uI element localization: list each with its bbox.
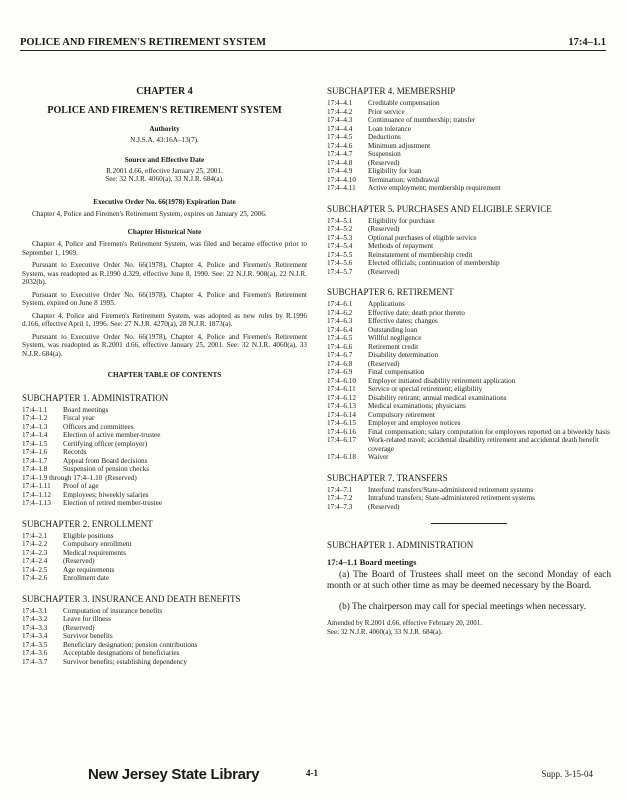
toc-entry-number: 17:4–3.2 (22, 615, 48, 623)
toc-entry-title: Deductions (368, 133, 401, 141)
toc-entry-title: Compulsory retirement (368, 410, 435, 419)
toc-entry-number: 17:4–2.2 (22, 540, 48, 548)
toc-entry-number: 17:4–1.2 (22, 414, 48, 422)
toc-heading: CHAPTER TABLE OF CONTENTS (107, 371, 222, 379)
toc-entry-number: 17:4–1.6 (22, 448, 48, 456)
toc-entry-title: Election of retired member-trustee (63, 499, 163, 507)
toc-entry-title: Applications (368, 300, 405, 308)
toc-entry (327, 176, 611, 185)
toc-entry (327, 486, 611, 495)
toc-entry-title: Termination; withdrawal (368, 175, 440, 184)
toc-entry-title: Employees; biweekly salaries (63, 490, 149, 499)
history-paragraph: Pursuant to Executive Order No. 66(1978), Chapter 4, Police and Firemen's Retirement System, was readopted as R.1990 d.329, effective June 8, 1990. See: 22 N.J.R. 908(a), 22 N.J.R. 2032(b). (22, 261, 307, 286)
toc-entry-title: Eligibility for loan (368, 167, 422, 175)
toc-entry (327, 377, 611, 386)
toc-entry-title: Work-related travel; accidental disability retirement and accidental death benefit coverage (368, 436, 599, 453)
eo-heading: Executive Order No. 66(1978) Expiration Date (93, 197, 236, 206)
left-column (22, 86, 307, 666)
toc-entry-title: Willful negligence (368, 334, 422, 342)
toc-entry-title: Creditable compensation (368, 99, 440, 107)
toc-entry-title: Suspension (368, 150, 401, 158)
toc-entry-number: 17:4–1.3 (22, 422, 48, 431)
supplement-date: Supp. 3-15-04 (541, 769, 593, 779)
toc-entry (327, 142, 611, 151)
toc-entry-number: 17:4–2.6 (22, 574, 48, 582)
amendment-note-2: See: 32 N.J.R. 4060(a), 33 N.J.R. 684(a). (327, 627, 443, 636)
toc-entry-title: Leave for illness (63, 615, 111, 623)
toc-entry-number: 17:4–6.4 (327, 325, 353, 334)
toc-entry-number: 17:4–2.4 (22, 557, 48, 565)
toc-entry (327, 108, 611, 117)
toc-entry-number: 17:4–6.13 (327, 402, 356, 410)
toc-entry (327, 360, 611, 369)
toc-entry (327, 225, 611, 234)
toc-entry-title: (Reserved) (105, 473, 137, 482)
page-number: 4-1 (306, 768, 318, 778)
toc-entry-number: 17:4–1.11 (22, 482, 51, 490)
toc-entry-number: 17:4–4.9 (327, 167, 353, 175)
toc-entry-number: 17:4–1.7 (22, 456, 48, 465)
toc-entry-title: Elected officials; continuation of membership (368, 259, 500, 267)
toc-entry (22, 491, 307, 500)
toc-entry-title: Eligible positions (63, 531, 114, 540)
toc-entry-title: Certifying officer (employer) (63, 439, 148, 448)
toc-entry-number: 17:4–6.11 (327, 385, 356, 393)
toc-entry (327, 234, 611, 243)
toc-entry (22, 649, 307, 658)
toc-list-subchapter-5 (327, 217, 611, 277)
toc-list-subchapter-1 (22, 406, 307, 508)
toc-entry-number: 17:4–1.9 through 17:4–1.10 (22, 473, 103, 482)
toc-entry-title: Interfund transfers/State-administered retirement systems (368, 485, 534, 494)
toc-entry-title: Compulsory enrollment (63, 540, 132, 548)
toc-entry (327, 334, 611, 343)
toc-entry-title: Enrollment date (63, 574, 110, 582)
running-header (20, 34, 606, 51)
toc-entry-title: Proof of age (63, 482, 99, 490)
toc-entry-number: 17:4–6.16 (327, 427, 356, 436)
toc-entry-number: 17:4–1.1 (22, 405, 48, 414)
toc-entry-title: (Reserved) (63, 557, 95, 565)
toc-entry-number: 17:4–6.7 (327, 351, 353, 359)
toc-entry-title: Records (63, 448, 87, 456)
toc-entry (22, 574, 307, 583)
toc-entry (22, 641, 307, 650)
toc-entry-title: Employer and employee notices (368, 419, 461, 427)
toc-entry-title: Service or special retirement; eligibility (368, 385, 483, 393)
toc-subchapter-1: SUBCHAPTER 1. ADMINISTRATION (22, 392, 169, 403)
toc-entry-number: 17:4–6.10 (327, 376, 356, 385)
toc-entry-title: (Reserved) (368, 502, 400, 511)
toc-entry-title: Beneficiary designation; pension contributions (63, 640, 198, 649)
toc-entry-title: Election of active member-trustee (63, 431, 161, 439)
toc-entry-title: Effective dates; changes (368, 317, 438, 325)
toc-entry (327, 309, 611, 318)
toc-entry (327, 317, 611, 326)
toc-entry-number: 17:4–6.14 (327, 410, 356, 419)
toc-entry-number: 17:4–3.6 (22, 649, 48, 657)
eo-text: Chapter 4, Police and Firemen's Retirement System, expires on January 25, 2006. (32, 210, 267, 218)
toc-entry-title: Eligibility for purchase (368, 216, 435, 225)
toc-entry (327, 268, 611, 277)
toc-entry-number: 17:4–4.7 (327, 150, 353, 158)
toc-entry-title: Medical requirements (63, 548, 126, 557)
toc-entry-title: (Reserved) (63, 623, 95, 632)
history-paragraph: Pursuant to Executive Order No. 66(1978), Chapter 4, Police and Firemen's Retirement System, expired on June 8 1995. (22, 290, 307, 307)
toc-entry-number: 17:4–6.12 (327, 393, 356, 402)
toc-entry-title: Active employment; membership requirement (368, 184, 501, 192)
toc-entry (22, 482, 307, 491)
chapter-title: POLICE AND FIREMEN'S RETIREMENT SYSTEM (47, 105, 282, 116)
toc-list-subchapter-2 (22, 532, 307, 583)
toc-entry (22, 406, 307, 415)
paragraph-b: (b) The chairperson may call for special meetings when necessary. (339, 601, 587, 612)
history-heading: Chapter Historical Note (127, 227, 202, 236)
section-title: 17:4–1.1 Board meetings (327, 557, 417, 567)
toc-subchapter-7: SUBCHAPTER 7. TRANSFERS (327, 472, 448, 483)
toc-entry-number: 17:4–5.6 (327, 259, 353, 267)
toc-entry-number: 17:4–3.7 (22, 657, 48, 666)
toc-entry-title: Prior service (368, 107, 405, 116)
toc-entry-number: 17:4–2.5 (22, 565, 48, 574)
toc-entry (22, 474, 307, 483)
toc-entry (327, 326, 611, 335)
toc-subchapter-2: SUBCHAPTER 2. ENROLLMENT (22, 518, 153, 529)
toc-entry-title: Survivor benefits; establishing dependency (63, 657, 187, 666)
toc-entry-number: 17:4–6.3 (327, 317, 353, 325)
toc-entry-title: Appeal from Board decisions (63, 456, 148, 465)
toc-entry (327, 436, 611, 453)
toc-entry (22, 465, 307, 474)
toc-entry (327, 343, 611, 352)
toc-entry-number: 17:4–7.3 (327, 502, 353, 511)
header-rule (20, 50, 606, 51)
toc-entry-number: 17:4–6.17 (327, 436, 356, 444)
toc-entry-number: 17:4–6.9 (327, 368, 353, 376)
toc-entry (22, 499, 307, 508)
toc-subchapter-6: SUBCHAPTER 6. RETIREMENT (327, 287, 454, 297)
toc-entry-number: 17:4–6.6 (327, 342, 353, 351)
toc-entry-title: Survivor benefits (63, 632, 113, 640)
toc-entry (327, 385, 611, 394)
toc-entry-title: Suspension of pension checks (63, 465, 150, 473)
history-paragraph: Chapter 4, Police and Firemen's Retirement System, was adopted as new rules by R.1996 d.166, effective April 1, 1996. See: 27 N.J.R. 4270(a), 28 N.J.R. 1873(a). (22, 311, 307, 328)
paragraph-a: (a) The Board of Trustees shall meet on the second Monday of each month or at such other time as may be deemed necessary by the Board. (327, 569, 611, 591)
toc-entry (327, 167, 611, 176)
toc-entry (327, 184, 611, 193)
toc-entry (22, 566, 307, 575)
toc-entry-number: 17:4–6.8 (327, 359, 353, 368)
toc-entry-number: 17:4–4.8 (327, 158, 353, 167)
toc-entry-number: 17:4–4.5 (327, 133, 353, 141)
source-line-2: See: 32 N.J.R. 4060(a), 33 N.J.R. 684(a). (105, 175, 224, 183)
toc-entry-title: (Reserved) (368, 225, 400, 233)
toc-entry-title: Medical examinations; physicians (368, 402, 466, 410)
toc-entry-title: Continuance of membership; transfer (368, 116, 476, 124)
toc-entry-number: 17:4–1.13 (22, 499, 51, 507)
toc-entry-title: (Reserved) (368, 359, 400, 368)
toc-entry (327, 300, 611, 309)
toc-entry (327, 251, 611, 260)
toc-entry (22, 423, 307, 432)
toc-entry-number: 17:4–6.15 (327, 419, 356, 427)
toc-entry-title: (Reserved) (368, 267, 400, 276)
toc-entry-title: Employer initiated disability retirement application (368, 376, 516, 385)
toc-entry-title: Disability retirant; annual medical examinations (368, 393, 507, 402)
toc-entry (327, 133, 611, 142)
toc-entry (22, 540, 307, 549)
toc-entry (327, 259, 611, 268)
header-title: POLICE AND FIREMEN'S RETIREMENT SYSTEM (20, 37, 267, 48)
toc-entry-title: Computation of insurance benefits (63, 606, 163, 615)
toc-entry-number: 17:4–5.4 (327, 242, 353, 250)
amendment-note-1: Amended by R.2001 d.66, effective February 20, 2001. (327, 619, 483, 627)
toc-entry-number: 17:4–5.2 (327, 225, 353, 233)
toc-entry-number: 17:4–4.2 (327, 107, 353, 116)
toc-entry-title: Officers and committees (63, 422, 134, 431)
toc-entry (22, 557, 307, 566)
toc-entry (327, 494, 611, 503)
toc-entry (22, 658, 307, 667)
toc-list-subchapter-6 (327, 300, 611, 462)
toc-entry-number: 17:4–2.3 (22, 548, 48, 557)
body-subchapter-heading: SUBCHAPTER 1. ADMINISTRATION (327, 540, 474, 550)
toc-list-subchapter-4 (327, 99, 611, 193)
toc-entry-number: 17:4–5.5 (327, 250, 353, 259)
toc-entry (327, 394, 611, 403)
toc-entry (327, 150, 611, 159)
toc-entry (327, 242, 611, 251)
toc-entry (327, 453, 611, 462)
toc-entry-title: Outstanding loan (368, 325, 418, 334)
toc-entry (327, 217, 611, 226)
history-paragraph: Chapter 4, Police and Firemen's Retirement System, was filed and became effective prior to September 1, 1969. (22, 240, 307, 257)
toc-entry (327, 411, 611, 420)
toc-entry (22, 431, 307, 440)
toc-entry-title: Minimum adjustment (368, 141, 431, 150)
toc-entry-number: 17:4–5.7 (327, 267, 353, 276)
toc-entry-number: 17:4–5.1 (327, 216, 353, 225)
toc-subchapter-5: SUBCHAPTER 5. PURCHASES AND ELIGIBLE SERVICE (327, 203, 552, 214)
toc-entry-title: Final compensation; salary computation for employees reported on a biweekly basis (368, 427, 610, 436)
toc-entry-number: 17:4–6.2 (327, 308, 353, 317)
toc-entry-number: 17:4–4.1 (327, 99, 353, 107)
toc-entry-title: Acceptable designations of beneficiaries (63, 649, 180, 657)
authority-heading: Authority (149, 125, 180, 133)
toc-entry (327, 351, 611, 360)
toc-entry (22, 632, 307, 641)
toc-entry (22, 549, 307, 558)
toc-entry-number: 17:4–6.18 (327, 453, 356, 461)
toc-entry-number: 17:4–6.5 (327, 334, 353, 342)
toc-entry (22, 532, 307, 541)
toc-entry-number: 17:4–3.1 (22, 606, 48, 615)
toc-entry (22, 448, 307, 457)
toc-entry (327, 159, 611, 168)
toc-subchapter-4: SUBCHAPTER 4. MEMBERSHIP (327, 86, 456, 96)
toc-entry-title: (Reserved) (368, 158, 400, 167)
source-line-1: R.2001 d.66, effective January 25, 2001. (106, 166, 223, 175)
toc-entry-title: Retirement credit (368, 342, 419, 351)
toc-entry (327, 402, 611, 411)
header-code: 17:4–1.1 (568, 37, 606, 48)
toc-entry-number: 17:4–4.3 (327, 116, 353, 124)
toc-entry-title: Loan tolerance (368, 124, 411, 133)
history-paragraph: Pursuant to Executive Order No. 66(1978), Chapter 4, Police and Firemen's Retirement System, was readopted as R.2001 d.66, effective January 25, 2001. See: 32 N.J.R. 4060(a), 33 N.J.R. 684(a). (22, 332, 307, 358)
toc-entry (22, 607, 307, 616)
toc-entry-number: 17:4–3.4 (22, 632, 48, 640)
toc-entry-title: Methods of repayment (368, 242, 434, 250)
chapter-number: CHAPTER 4 (136, 86, 193, 97)
toc-entry-number: 17:4–7.1 (327, 485, 353, 494)
toc-entry (327, 99, 611, 108)
toc-entry-number: 17:4–1.12 (22, 490, 51, 499)
toc-entry (327, 368, 611, 377)
toc-entry-number: 17:4–1.4 (22, 431, 48, 439)
toc-entry-title: Optional purchases of eligible service (368, 233, 477, 242)
toc-entry (22, 624, 307, 633)
toc-entry-number: 17:4–5.3 (327, 233, 353, 242)
toc-entry-title: Intrafund transfers; State-administered retirement systems (368, 494, 535, 502)
toc-entry-number: 17:4–2.1 (22, 531, 48, 540)
toc-entry-number: 17:4–7.2 (327, 494, 353, 502)
toc-entry-number: 17:4–4.10 (327, 175, 356, 184)
toc-entry (22, 457, 307, 466)
toc-entry-number: 17:4–1.8 (22, 465, 48, 473)
toc-list-subchapter-3 (22, 607, 307, 667)
toc-entry (22, 615, 307, 624)
toc-entry-title: Age requirements (63, 565, 115, 574)
toc-entry (327, 428, 611, 437)
toc-entry-number: 17:4–6.1 (327, 300, 353, 308)
toc-entry-title: Board meetings (63, 405, 109, 414)
toc-entry (22, 440, 307, 449)
toc-entry-number: 17:4–4.11 (327, 184, 356, 192)
toc-entry (22, 414, 307, 423)
toc-entry-title: Effective date; death prior thereto (368, 308, 465, 317)
authority-text: N.J.S.A. 43:16A–13(7). (130, 135, 199, 144)
toc-entry-number: 17:4–3.5 (22, 640, 48, 649)
toc-subchapter-3: SUBCHAPTER 3. INSURANCE AND DEATH BENEFITS (22, 593, 241, 604)
section-divider (431, 523, 507, 524)
toc-entry-title: Fiscal year (63, 414, 95, 422)
toc-entry-title: Reinstatement of membership credit (368, 250, 473, 259)
toc-entry-title: Waiver (368, 453, 389, 461)
toc-entry (327, 125, 611, 134)
toc-entry-title: Final compensation (368, 368, 425, 376)
toc-entry (327, 116, 611, 125)
toc-entry (327, 503, 611, 512)
toc-entry-number: 17:4–1.5 (22, 439, 48, 448)
library-stamp: New Jersey State Library (88, 766, 260, 783)
toc-entry-title: Disability determination (368, 351, 439, 359)
toc-list-subchapter-7 (327, 486, 611, 512)
source-heading: Source and Effective Date (124, 156, 205, 164)
toc-entry-number: 17:4–4.4 (327, 124, 353, 133)
toc-entry (327, 419, 611, 428)
right-column (327, 86, 611, 636)
toc-entry-number: 17:4–3.3 (22, 623, 48, 632)
toc-entry-number: 17:4–4.6 (327, 141, 353, 150)
